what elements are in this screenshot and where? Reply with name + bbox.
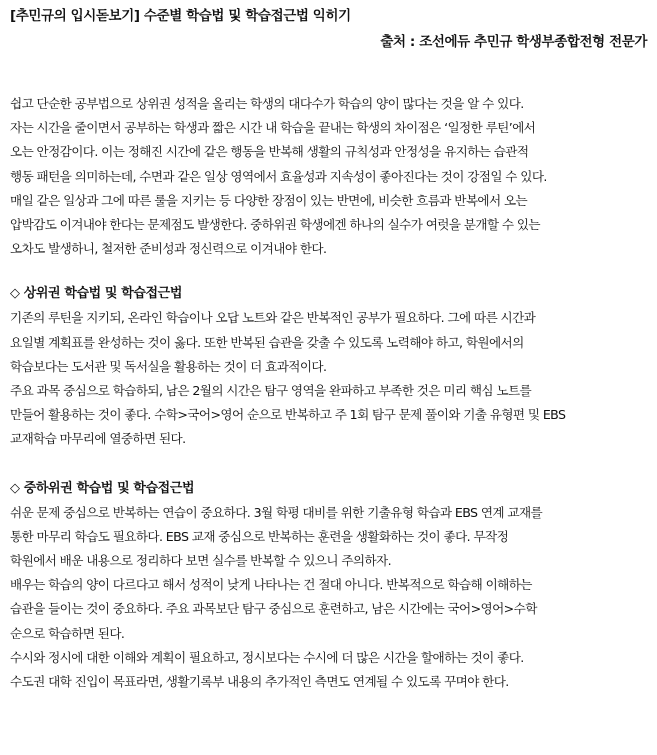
article-source: 출처 : 조선에듀 추민규 학생부종합전형 전문가 bbox=[380, 34, 647, 50]
section-upper bbox=[10, 282, 647, 451]
intro-line: 매일 같은 일상과 그에 따른 룰을 지키는 등 다양한 장점이 있는 반면에, 비슷한 흐름과 반복에서 오는 bbox=[10, 192, 528, 208]
section-gap bbox=[10, 452, 647, 477]
section-line: 학원에서 배운 내용으로 정리하다 보면 실수를 반복할 수 있으니 주의하자. bbox=[10, 553, 391, 569]
section-line: 학습보다는 도서관 및 독서실을 활용하는 것이 더 효과적이다. bbox=[10, 358, 327, 374]
section-line: 수시와 정시에 대한 이해와 계획이 필요하고, 정시보다는 수시에 더 많은 시간을 할애하는 것이 좋다. bbox=[10, 649, 524, 665]
section-heading-lower: ◇ 중하위권 학습법 및 학습접근법 bbox=[10, 480, 195, 496]
intro-paragraph bbox=[10, 92, 647, 261]
section-line: 배우는 학습의 양이 다르다고 해서 성적이 낮게 나타나는 건 절대 아니다. 반복적으로 학습해 이해하는 bbox=[10, 577, 532, 593]
section-line: 요일별 계획표를 완성하는 것이 옳다. 또한 반복된 습관을 갖출 수 있도록 노력해야 하고, 학원에서의 bbox=[10, 334, 524, 350]
intro-line: 쉽고 단순한 공부법으로 상위권 성적을 올리는 학생의 대다수가 학습의 양이 많다는 것을 알 수 있다. bbox=[10, 96, 524, 111]
intro-line: 압박감도 이겨내야 한다는 문제점도 발생한다. 중하위권 학생에겐 하나의 실수가 여럿을 분개할 수 있는 bbox=[10, 217, 540, 233]
section-line: 습관을 들이는 것이 중요하다. 주요 과목보단 탐구 중심으로 훈련하고, 남은 시간에는 국어>영어>수학 bbox=[10, 601, 537, 617]
section-line: 기존의 루틴을 지키되, 온라인 학습이나 오답 노트와 같은 반복적인 공부가 필요하다. 그에 따른 시간과 bbox=[10, 310, 536, 326]
section-line: 만들어 활용하는 것이 좋다. 수학>국어>영어 순으로 반복하고 주 1회 탐구 문제 풀이와 기출 유형편 및 EBS bbox=[10, 407, 566, 423]
section-gap bbox=[10, 261, 647, 282]
article-body bbox=[10, 92, 647, 694]
intro-line: 오는 안정감이다. 이는 정해진 시간에 같은 행동을 반복해 생활의 규칙성과 안정성을 유지하는 습관적 bbox=[10, 144, 529, 160]
article-title: [추민규의 입시돋보기] 수준별 학습법 및 학습접근법 익히기 bbox=[10, 8, 351, 24]
intro-line: 오차도 발생하니, 철저한 준비성과 정신력으로 이겨내야 한다. bbox=[10, 241, 327, 257]
section-line: 통한 마무리 학습도 필요하다. EBS 교재 중심으로 반복하는 훈련을 생활화하는 것이 좋다. 무작정 bbox=[10, 528, 509, 544]
section-line: 주요 과목 중심으로 학습하되, 남은 2월의 시간은 탐구 영역을 완파하고 부족한 것은 미리 핵심 노트를 bbox=[10, 383, 532, 399]
intro-line: 행동 패턴을 의미하는데, 수면과 같은 일상 영역에서 효율성과 지속성이 좋아진다는 것이 강점일 수 있다. bbox=[10, 168, 547, 184]
section-line: 순으로 학습하면 된다. bbox=[10, 625, 125, 641]
section-line: 교재학습 마무리에 열중하면 된다. bbox=[10, 431, 186, 447]
section-line: 수도권 대학 진입이 목표라면, 생활기록부 내용의 추가적인 측면도 연계될 수 있도록 꾸며야 한다. bbox=[10, 674, 509, 690]
intro-line: 자는 시간을 줄이면서 공부하는 학생과 짧은 시간 내 학습을 끝내는 학생의 차이점은 ‘일정한 루틴’에서 bbox=[10, 120, 536, 136]
section-lower bbox=[10, 477, 647, 695]
section-heading-upper: ◇ 상위권 학습법 및 학습접근법 bbox=[10, 286, 182, 302]
section-line: 쉬운 문제 중심으로 반복하는 연습이 중요하다. 3월 학평 대비를 위한 기출유형 학습과 EBS 연계 교재를 bbox=[10, 504, 543, 520]
